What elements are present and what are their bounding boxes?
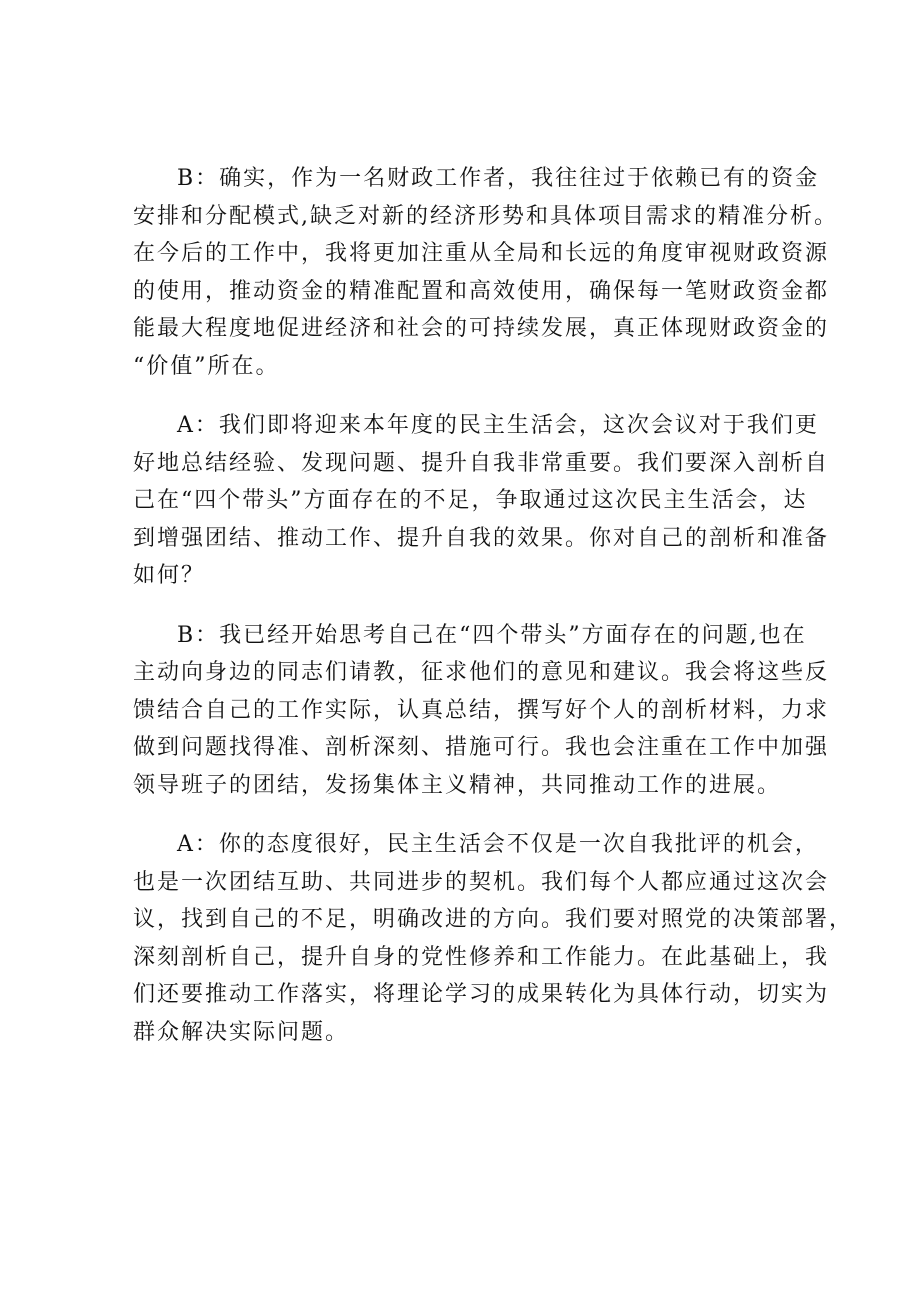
text-line: 领导班子的团结，发扬集体主义精神，共同推动工作的进展。: [133, 772, 782, 798]
text-line: 到增强团结、推动工作、提升自我的效果。你对自己的剖析和准备: [133, 525, 830, 551]
dialogue-paragraph-2: [133, 407, 830, 595]
text-line: 深刻剖析自己，提升自身的党性修养和工作能力。在此基础上，我: [133, 944, 830, 970]
dialogue-paragraph-1: [133, 160, 838, 385]
text-line: 能最大程度地促进经济和社会的可持续发展，真正体现财政资金的: [133, 316, 830, 341]
text-line: “价值”所在。: [133, 353, 280, 379]
text-line: A：你的态度很好，民主生活会不仅是一次自我批评的机会，: [177, 832, 819, 857]
text-line: 议，找到自己的不足，明确改进的方向。我们要对照党的决策部署，: [133, 907, 854, 932]
text-line: 安排和分配模式,缺乏对新的经济形势和具体项目需求的精准分析。: [133, 203, 838, 229]
document-body: [133, 160, 854, 1073]
text-line: 主动向身边的同志们请教，征求他们的意见和建议。我会将这些反: [133, 660, 830, 685]
text-line: 们还要推动工作落实，将理论学习的成果转化为具体行动，切实为: [133, 982, 830, 1007]
text-line: 做到问题找得准、剖析深刻、措施可行。我也会注重在工作中加强: [133, 735, 830, 760]
text-line: 在今后的工作中，我将更加注重从全局和长远的角度审视财政资源: [133, 241, 830, 266]
dialogue-paragraph-4: [133, 826, 854, 1051]
text-line: 好地总结经验、发现问题、提升自我非常重要。我们要深入剖析自: [133, 450, 830, 476]
text-line: 如何？: [133, 563, 206, 588]
text-line: B：确实，作为一名财政工作者，我往往过于依赖已有的资金: [177, 166, 820, 191]
text-line: A：我们即将迎来本年度的民主生活会，这次会议对于我们更: [177, 413, 819, 438]
text-line: 馈结合自己的工作实际，认真总结，撰写好个人的剖析材料，力求: [133, 697, 830, 723]
text-line: 己在“四个带头”方面存在的不足，争取通过这次民主生活会，达: [133, 488, 808, 513]
text-line: 也是一次团结互助、共同进步的契机。我们每个人都应通过这次会: [133, 869, 830, 895]
text-line: B：我已经开始思考自己在“四个带头”方面存在的问题,也在: [177, 622, 807, 648]
dialogue-paragraph-3: [133, 617, 830, 805]
text-line: 的使用，推动资金的精准配置和高效使用，确保每一笔财政资金都: [133, 278, 830, 304]
text-line: 群众解决实际问题。: [133, 1019, 350, 1045]
